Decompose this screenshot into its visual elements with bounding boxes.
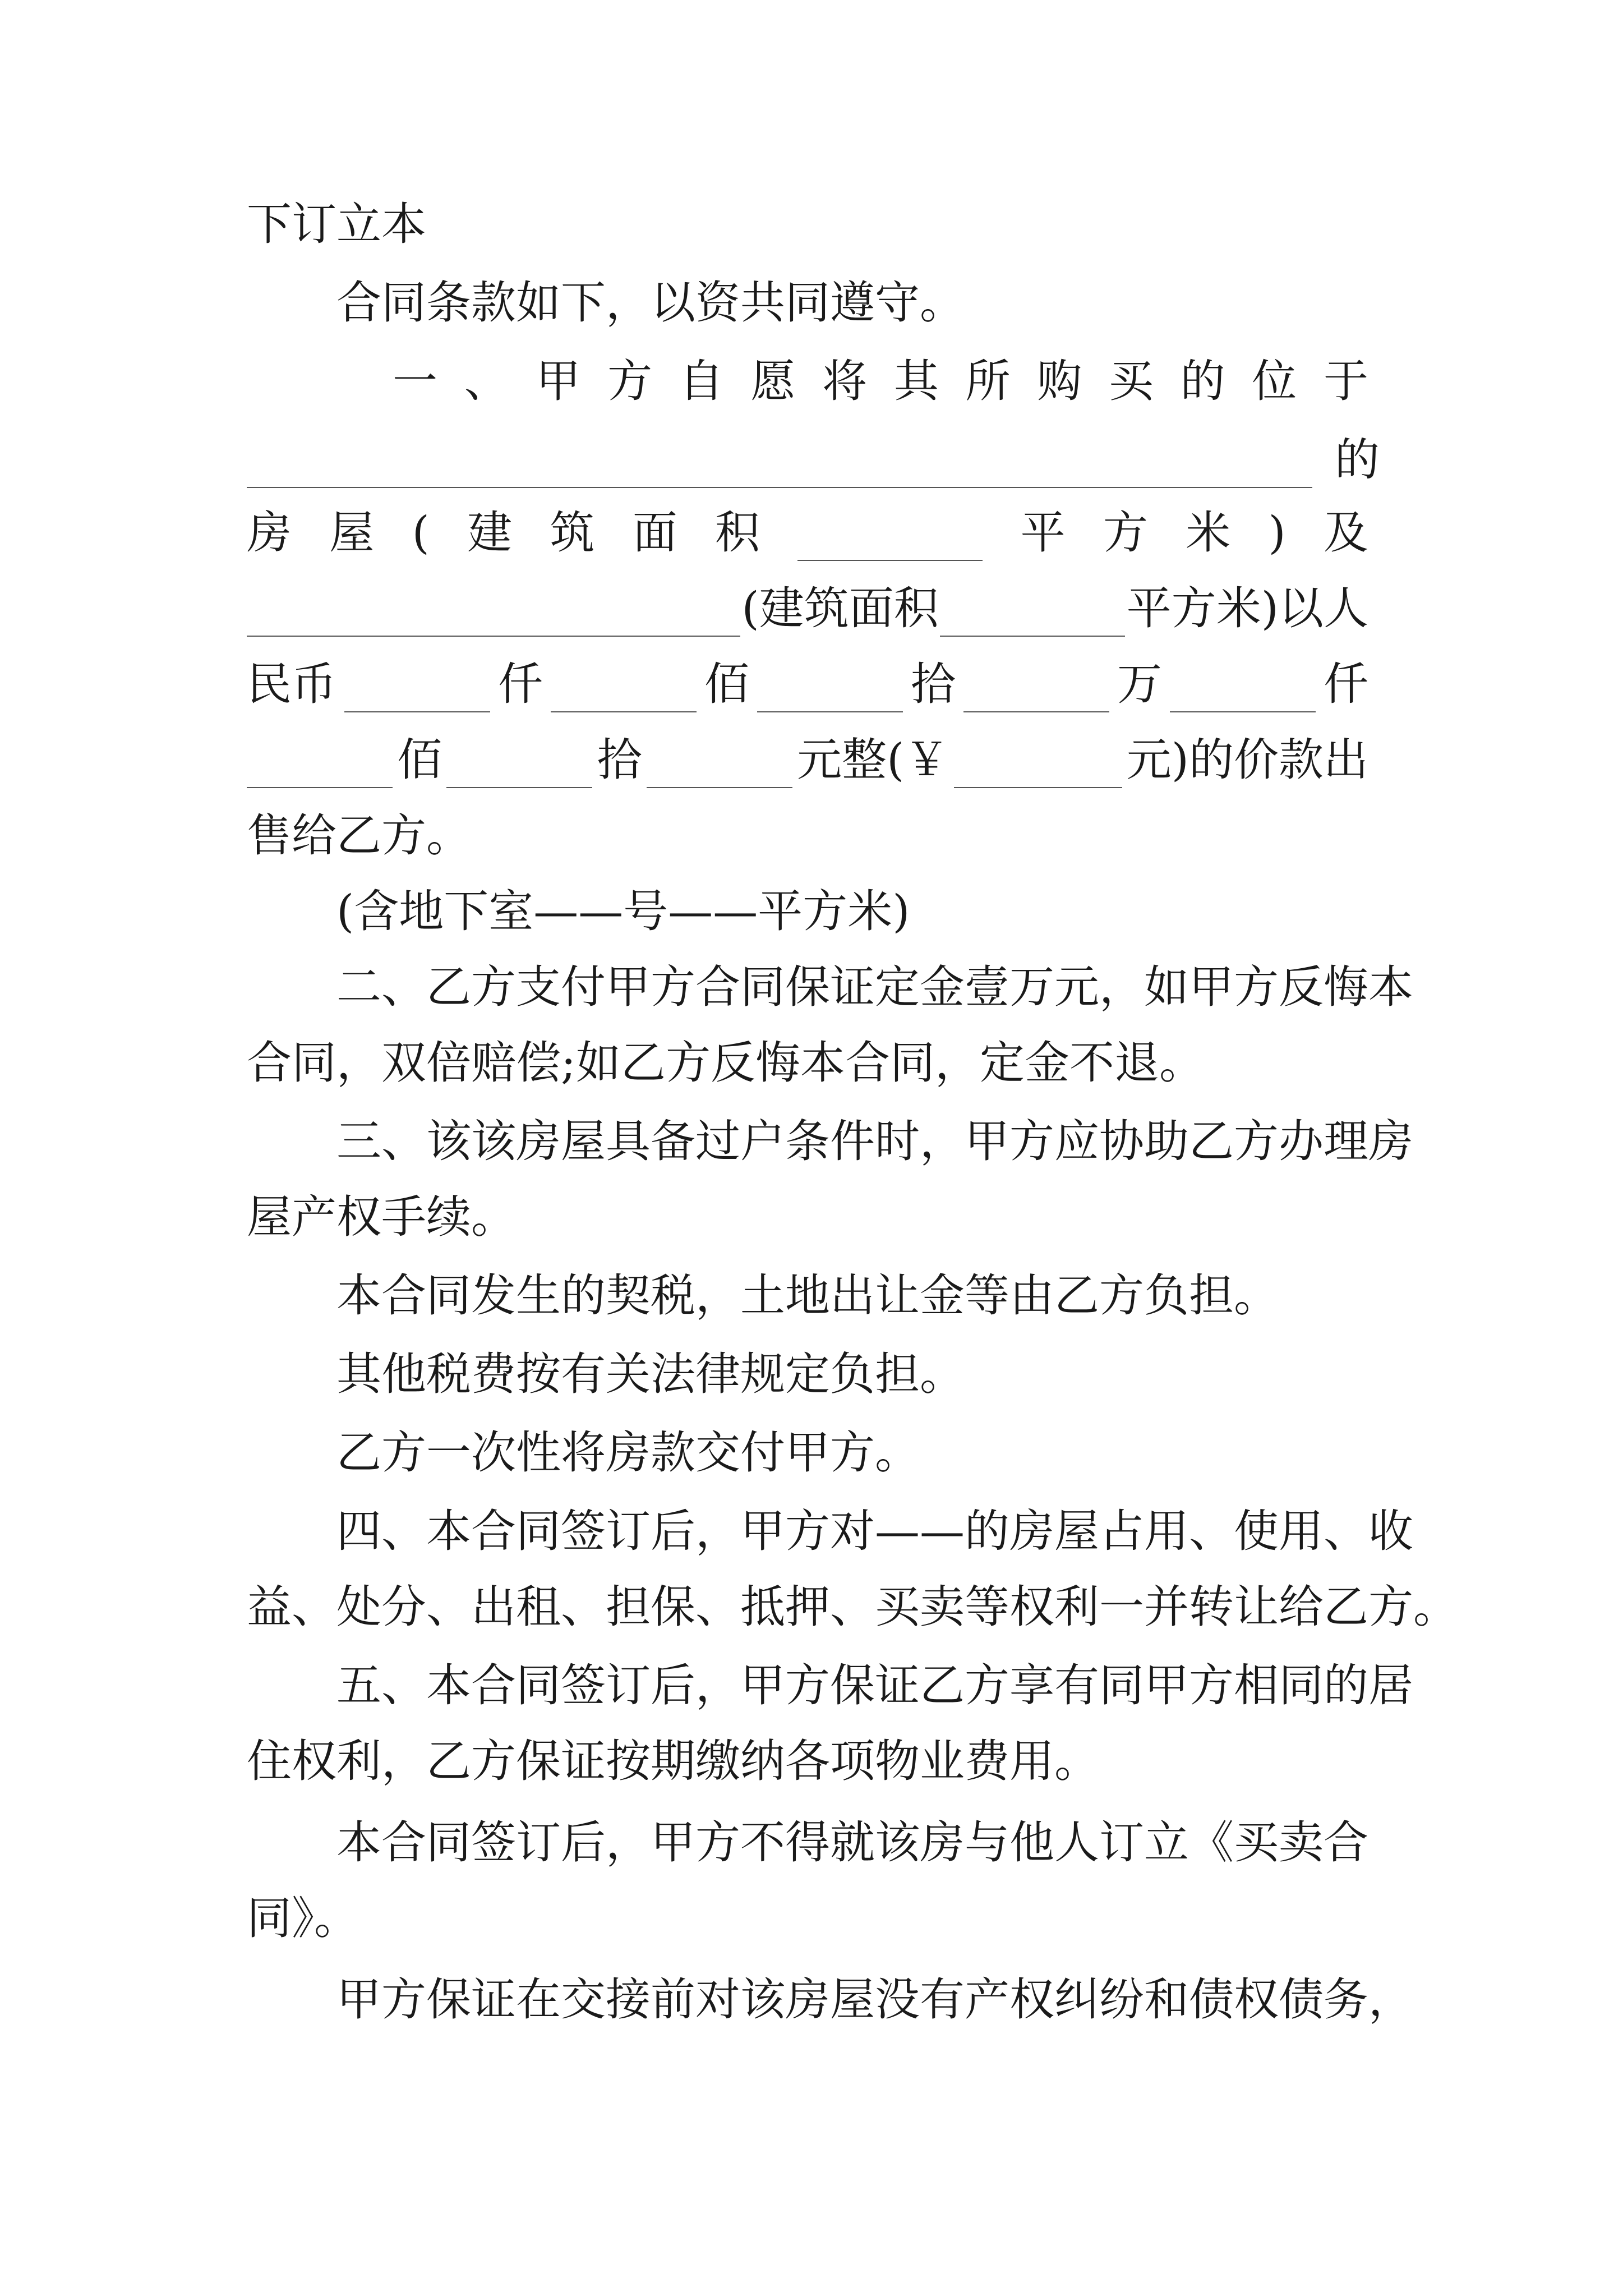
fill-in-blank [247, 601, 740, 637]
char: 于 [1323, 355, 1368, 407]
char: 的 [1335, 434, 1380, 486]
char: 屋 [329, 507, 375, 559]
text-line: 合同，双倍赔偿;如乙方反悔本合同，定金不退。 [247, 1037, 1204, 1089]
char: 买 [1108, 355, 1154, 407]
clause1-line4 [247, 581, 1368, 637]
fill-in-blank [954, 752, 1122, 788]
fill-in-blank [247, 452, 1312, 488]
char: 愿 [750, 355, 796, 407]
fill-in-blank [940, 601, 1125, 637]
char: 自 [679, 355, 724, 407]
char: 、 [464, 355, 509, 407]
text-segment: 元)的价款出 [1126, 734, 1368, 786]
fill-in-blank [757, 677, 903, 712]
text-line: 本合同发生的契税，土地出让金等由乙方负担。 [336, 1269, 1279, 1322]
text-line: 本合同签订后，甲方不得就该房与他人订立《买卖合 [336, 1816, 1368, 1869]
text-line: 下订立本 [247, 198, 426, 250]
text-line: 五、本合同签订后，甲方保证乙方享有同甲方相同的居 [336, 1659, 1413, 1711]
char: 建 [467, 507, 513, 559]
clause1-line6 [247, 732, 1368, 788]
fill-in-blank [551, 677, 697, 712]
char: 房 [247, 507, 292, 559]
char: 平 [1020, 507, 1066, 559]
fill-in-blank [344, 677, 490, 712]
text-line: 住权利，乙方保证按期缴纳各项物业费用。 [247, 1735, 1099, 1787]
text-line: 二、乙方支付甲方合同保证定金壹万元，如甲方反悔本 [336, 961, 1413, 1013]
text-line: 合同条款如下，以资共同遵守。 [336, 277, 965, 329]
clause1-line5 [247, 656, 1368, 712]
char: 甲 [536, 355, 581, 407]
char: 位 [1252, 355, 1297, 407]
text-segment: 平方米)以人 [1126, 582, 1368, 634]
text-line: 同》。 [247, 1892, 359, 1944]
char: 及 [1324, 507, 1368, 559]
text-segment: (建筑面积 [741, 582, 939, 634]
char: 其 [893, 355, 939, 407]
text-segment: 元整(￥ [797, 734, 949, 786]
text-line: 三、该该房屋具备过户条件时，甲方应协助乙方办理房 [336, 1115, 1413, 1167]
fill-in-blank [963, 677, 1109, 712]
text-line: 甲方保证在交接前对该房屋没有产权纠纷和债权债务， [336, 1973, 1413, 2026]
text-segment: 拾 [597, 734, 642, 786]
char: 方 [607, 355, 653, 407]
text-segment: 佰 [397, 734, 442, 786]
char: 所 [965, 355, 1011, 407]
char: ) [1268, 507, 1286, 559]
clause1-line3 [247, 505, 1368, 561]
text-line: 屋产权手续。 [247, 1191, 516, 1243]
fill-in-blank [247, 752, 393, 788]
char: 积 [715, 507, 760, 559]
text-line: 乙方一次性将房款交付甲方。 [336, 1427, 920, 1479]
text-segment: 拾 [911, 658, 956, 710]
text-segment: 民币 [247, 658, 336, 710]
char: 一 [393, 355, 437, 407]
char: 购 [1037, 355, 1082, 407]
text-segment: 万 [1117, 658, 1162, 710]
text-line: (含地下室——号——平方米) [336, 885, 910, 937]
text-line: 益、处分、出租、担保、抵押、买卖等权利一并转让给乙方。 [247, 1581, 1458, 1633]
text-line: 四、本合同签订后，甲方对——的房屋占用、使用、收 [336, 1505, 1413, 1557]
fill-in-blank [1170, 677, 1316, 712]
clause1-line2 [247, 432, 1380, 488]
text-line: 售给乙方。 [247, 809, 471, 862]
char: 米 [1186, 507, 1231, 559]
char: 方 [1103, 507, 1148, 559]
char: 的 [1180, 355, 1225, 407]
fill-in-blank [797, 525, 983, 561]
char: 面 [632, 507, 677, 559]
fill-in-blank [647, 752, 792, 788]
char: 筑 [550, 507, 595, 559]
text-segment: 仟 [498, 658, 543, 710]
char: 将 [822, 355, 868, 407]
char: ( [412, 507, 430, 559]
text-segment: 佰 [704, 658, 749, 710]
text-segment: 仟 [1324, 658, 1368, 710]
clause1-line1 [393, 353, 1368, 409]
text-line: 其他税费按有关法律规定负担。 [336, 1348, 965, 1400]
fill-in-blank [446, 752, 592, 788]
